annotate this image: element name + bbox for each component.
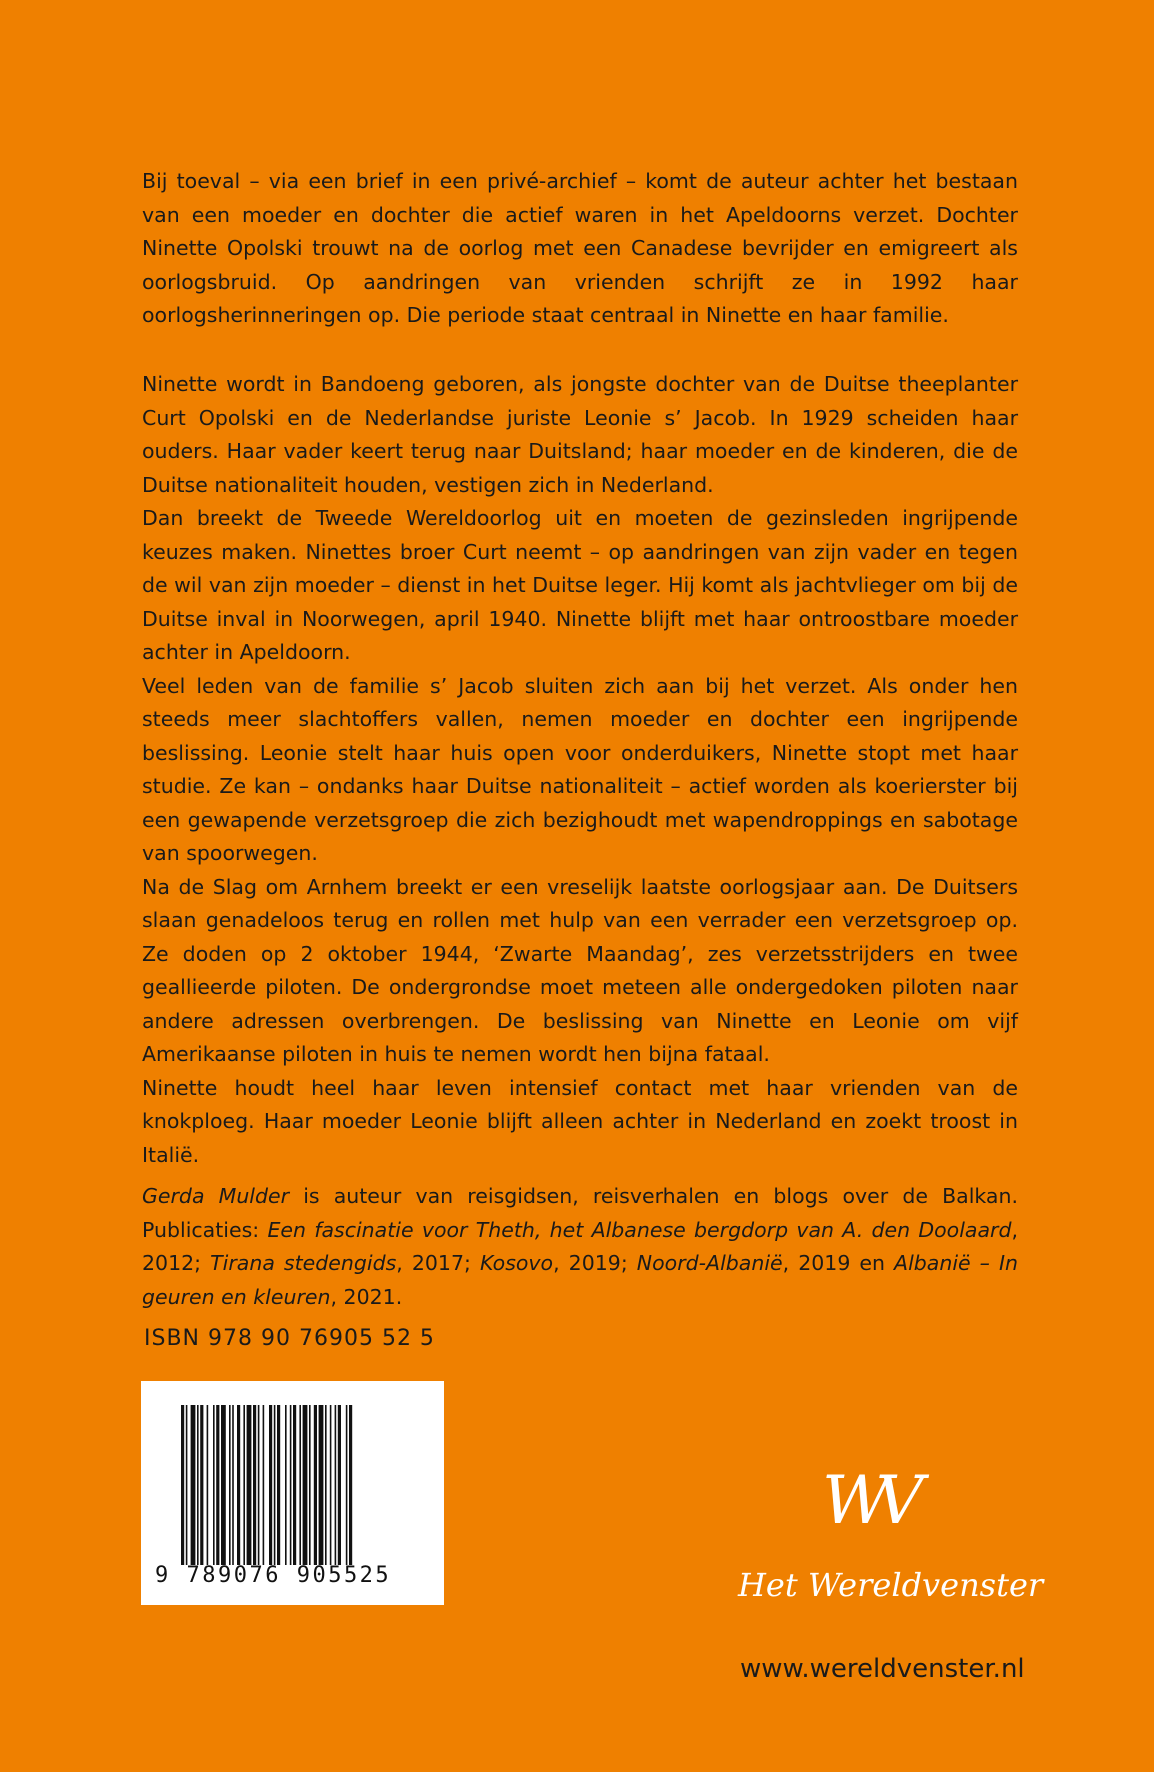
barcode-bar [213,1405,215,1565]
publisher-name: Het Wereldvenster [738,1566,1044,1604]
barcode-bar [197,1405,199,1565]
barcode-bar [346,1405,348,1565]
intro-text: Bij toeval – via een brief in een privé-archief – komt de auteur achter het bestaan van een moeder en dochter die actief waren in het Apeldoorns verzet. Dochter Ninette Opolski trouwt na de oorlog met een Canadese bevrijder en emigreert als oorlogsbruid. Op aandringen van vrienden schrijft ze in 1992 haar oorlogsherinneringen op. Die periode staat centraal in Ninette en haar familie. [142,169,1018,327]
author-bio-text [142,1180,1018,1314]
barcode-bar [299,1405,301,1565]
synopsis-paragraph-4: Na de Slag om Arnhem breekt er een vreselijk laatste oorlogsjaar aan. De Duitsers slaan genadeloos terug en rollen met hulp van een verrader een verzetsgroep op. Ze doden op 2 oktober 1944, ‘Zwarte Maandag’, zes verzetsstrijders en twee geallieerde piloten. De ondergrondse moet meteen alle ondergedoken piloten naar andere adressen overbrengen. De beslissing van Ninette en Leonie om vijf Amerikaanse piloten in huis te nemen wordt hen bijna fataal. [142,874,1018,1066]
author-bio [142,1180,1018,1314]
author-name: Gerda Mulder [142,1184,290,1208]
barcode [141,1381,444,1605]
publication-title: Tirana stedengids [210,1251,397,1275]
barcode-bar [229,1405,231,1565]
barcode-bar [338,1405,341,1565]
barcode-bar [309,1405,311,1565]
barcode-bar [293,1405,296,1565]
bio-text: , 2019 en [782,1251,895,1275]
barcode-bar [314,1405,317,1565]
barcode-bars-icon [181,1405,409,1565]
synopsis-paragraph-3: Veel leden van de familie s’ Jacob sluiten zich aan bij het verzet. Als onder hen steeds meer slachtoffers vallen, nemen moeder en dochter een ingrijpende beslissing. Leonie stelt haar huis open voor onderduikers, Ninette stopt met haar studie. Ze kan – ondanks haar Duitse nationaliteit – actief worden als koerierster bij een gewapende verzetsgroep die zich bezighoudt met wapendroppings en sabotage van spoorwegen. [142,673,1018,865]
barcode-bar [207,1405,209,1565]
barcode-bar [216,1405,219,1565]
synopsis-paragraph-1: Ninette wordt in Bandoeng geboren, als jongste dochter van de Duitse theeplanter Curt Opolski en de Nederlandse juriste Leonie s’ Jacob. In 1929 scheiden haar ouders. Haar vader keert terug naar Duitsland; haar moeder en de kinderen, die de Duitse nationaliteit houden, vestigen zich in Nederland. [142,372,1018,497]
barcode-bar [181,1405,184,1565]
barcode-bar [335,1405,337,1565]
barcode-bar [285,1405,287,1565]
barcode-bar [349,1405,352,1565]
synopsis-paragraph-5: Ninette houdt heel haar leven intensief contact met haar vrienden van de knokploeg. Haar moeder Leonie blijft alleen achter in Nederland en zoekt troost in Italië. [142,1075,1018,1167]
barcode-bar [232,1405,234,1565]
barcode-bar [277,1405,280,1565]
bio-text: , 2012; [142,1217,1019,1275]
barcode-bar [247,1405,252,1565]
publication-title: Noord-Albanië [636,1251,783,1275]
barcode-bar [243,1405,245,1565]
barcode-bar [303,1405,308,1565]
barcode-bar [330,1405,332,1565]
intro-paragraph [142,165,1018,333]
publisher-website: www.wereldvenster.nl [740,1654,1025,1684]
publication-title: Albanië – In geuren en kleuren [142,1251,1018,1309]
barcode-bar [191,1405,196,1565]
barcode-bar [253,1405,256,1565]
barcode-bar [325,1405,327,1565]
barcode-bar [269,1405,272,1565]
barcode-bar [258,1405,260,1565]
bio-text: , 2017; [396,1251,480,1275]
publisher-logo: WV [822,1462,910,1539]
publication-title: Kosovo [479,1251,554,1275]
bio-text: is auteur van reisgidsen, reisverhalen en blogs over de Balkan. Publicaties: [142,1184,1018,1242]
bio-text: , 2019; [553,1251,637,1275]
barcode-bar [200,1405,203,1565]
barcode-bar [319,1405,324,1565]
barcode-bar [263,1405,265,1565]
barcode-bar [290,1405,292,1565]
isbn-number: ISBN 978 90 76905 52 5 [144,1326,435,1351]
barcode-bar [237,1405,240,1565]
synopsis-paragraph-2: Dan breekt de Tweede Wereldoorlog uit en moeten de gezinsleden ingrijpende keuzes maken. Ninettes broer Curt neemt – op aandringen van zijn vader en tegen de wil van zijn moeder – dienst in het Duitse leger. Hij komt als jachtvlieger om bij de Duitse inval in Noorwegen, april 1940. Ninette blijft met haar ontroostbare moeder achter in Apeldoorn. [142,506,1018,664]
barcode-bar [274,1405,276,1565]
publication-title: Een fascinatie voor Theth, het Albanese bergdorp van A. den Doolaard [267,1217,1012,1242]
barcode-digits: 9 789076 905525 [155,1563,392,1588]
bio-text: , 2021. [330,1284,403,1309]
barcode-bar [186,1405,188,1565]
synopsis [142,368,1018,1172]
barcode-bar [221,1405,226,1565]
